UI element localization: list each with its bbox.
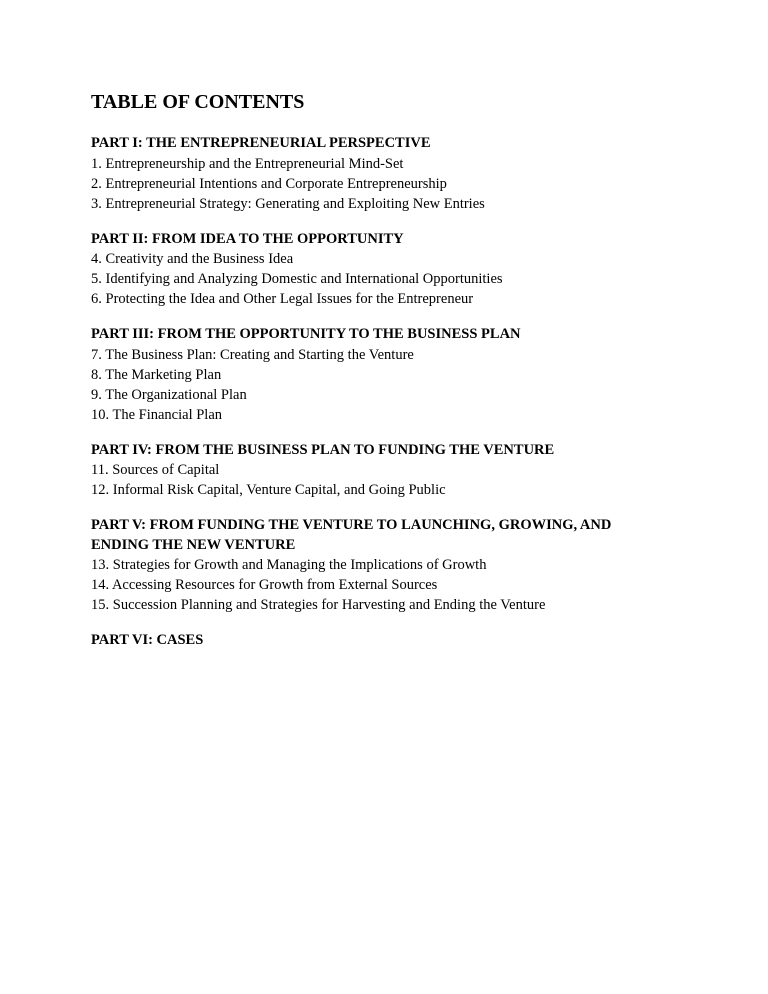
part-heading: PART V: FROM FUNDING THE VENTURE TO LAUNCHING, GROWING, AND ENDING THE NEW VENTURE xyxy=(91,517,612,553)
toc-part xyxy=(91,134,691,214)
chapter-entry: 7. The Business Plan: Creating and Starting the Venture xyxy=(91,346,414,363)
chapter-entry: 5. Identifying and Analyzing Domestic and International Opportunities xyxy=(91,271,503,287)
part-heading: PART VI: CASES xyxy=(91,632,204,648)
chapter-entry: 12. Informal Risk Capital, Venture Capital, and Going Public xyxy=(91,482,446,498)
toc-part xyxy=(91,325,691,425)
chapter-entry: 2. Entrepreneurial Intentions and Corporate Entrepreneurship xyxy=(91,175,447,192)
chapter-entry: 15. Succession Planning and Strategies for Harvesting and Ending the Venture xyxy=(91,597,546,613)
chapter-entry: 14. Accessing Resources for Growth from External Sources xyxy=(91,577,438,593)
chapter-entry: 9. The Organizational Plan xyxy=(91,386,247,403)
chapter-entry: 10. The Financial Plan xyxy=(91,406,223,423)
toc-part xyxy=(91,631,691,651)
chapter-entry: 13. Strategies for Growth and Managing the Implications of Growth xyxy=(91,557,487,573)
chapter-entry: 4. Creativity and the Business Idea xyxy=(91,251,294,267)
toc-part xyxy=(91,230,691,310)
chapter-entry: 1. Entrepreneurship and the Entrepreneurial Mind-Set xyxy=(91,155,404,172)
toc-part xyxy=(91,516,691,615)
table-of-contents xyxy=(91,134,691,651)
toc-part xyxy=(91,441,691,501)
part-heading: PART IV: FROM THE BUSINESS PLAN TO FUNDING THE VENTURE xyxy=(91,441,555,458)
chapter-entry: 11. Sources of Capital xyxy=(91,462,220,478)
page-title: TABLE OF CONTENTS xyxy=(91,91,305,113)
part-heading: PART III: FROM THE OPPORTUNITY TO THE BUSINESS PLAN xyxy=(91,326,521,342)
part-heading: PART II: FROM IDEA TO THE OPPORTUNITY xyxy=(91,230,404,247)
chapter-entry: 3. Entrepreneurial Strategy: Generating and Exploiting New Entries xyxy=(91,195,485,212)
chapter-entry: 6. Protecting the Idea and Other Legal Issues for the Entrepreneur xyxy=(91,291,474,307)
document-page xyxy=(91,88,691,667)
chapter-entry: 8. The Marketing Plan xyxy=(91,366,222,383)
part-heading: PART I: THE ENTREPRENEURIAL PERSPECTIVE xyxy=(91,135,431,151)
